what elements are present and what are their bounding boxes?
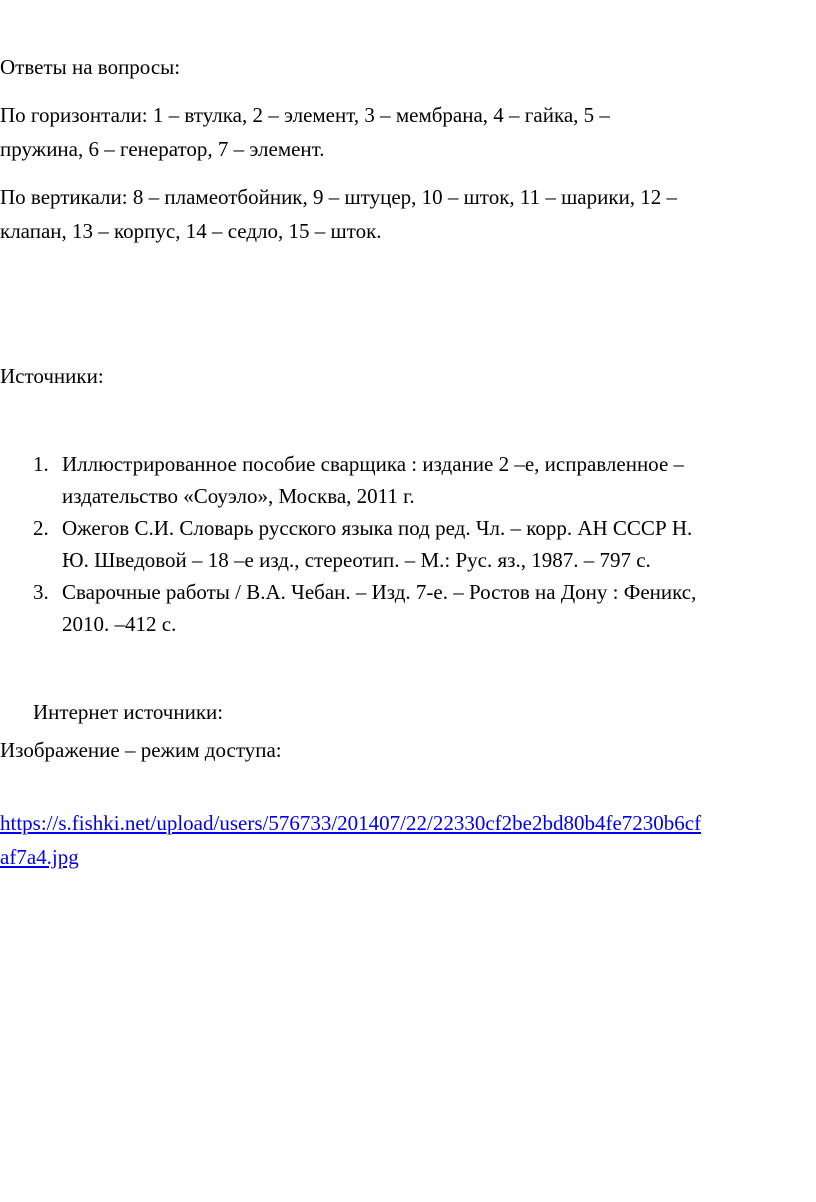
source-2-line-2: Ю. Шведовой – 18 –е изд., стереотип. – М.: Рус. яз., 1987. – 797 с.	[62, 548, 651, 572]
image-source-link-continued[interactable]: af7a4.jpg	[0, 845, 79, 869]
source-number: 1.	[33, 452, 49, 476]
source-3-line-2: 2010. –412 с.	[62, 612, 177, 636]
image-access-label: Изображение – режим доступа:	[0, 738, 282, 762]
source-2-line-1: Ожегов С.И. Словарь русского языка под ред. Чл. – корр. АН СССР Н.	[62, 516, 693, 540]
vertical-answers-line-2: клапан, 13 – корпус, 14 – седло, 15 – шток.	[0, 219, 382, 243]
source-1-line-1: Иллюстрированное пособие сварщика : издание 2 –е, исправленное –	[62, 452, 685, 476]
internet-sources-heading: Интернет источники:	[33, 700, 224, 724]
sources-heading: Источники:	[0, 364, 104, 388]
source-number: 3.	[33, 580, 49, 604]
source-3-line-1: Сварочные работы / В.А. Чебан. – Изд. 7-е. – Ростов на Дону : Феникс,	[62, 580, 697, 604]
vertical-answers-line-1: По вертикали: 8 – пламеотбойник, 9 – штуцер, 10 – шток, 11 – шарики, 12 –	[0, 185, 678, 209]
source-1-line-2: издательство «Соуэло», Москва, 2011 г.	[62, 484, 415, 508]
source-number: 2.	[33, 516, 49, 540]
answers-heading: Ответы на вопросы:	[0, 55, 181, 79]
horizontal-answers-line-1: По горизонтали: 1 – втулка, 2 – элемент, 3 – мембрана, 4 – гайка, 5 –	[0, 103, 610, 127]
horizontal-answers-line-2: пружина, 6 – генератор, 7 – элемент.	[0, 137, 325, 161]
image-source-link[interactable]: https://s.fishki.net/upload/users/576733/201407/22/22330cf2be2bd80b4fe7230b6cf	[0, 811, 702, 835]
